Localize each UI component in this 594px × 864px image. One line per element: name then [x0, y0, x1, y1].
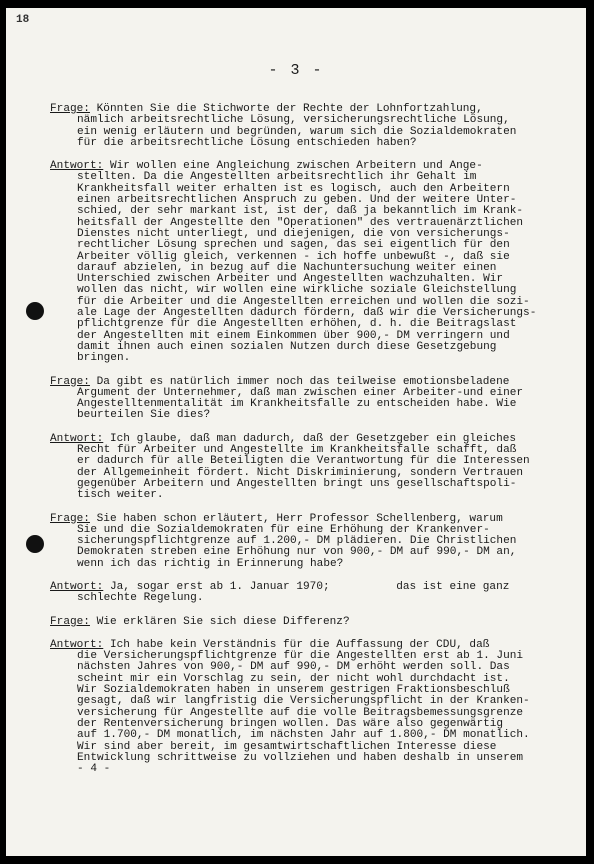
text-line: [50, 764, 578, 775]
answer-block: [50, 640, 578, 776]
speaker-label: Frage:: [50, 103, 90, 115]
line-text: der Allgemeinheit fördert. Nicht Diskriminierung, sondern Vertrauen: [77, 466, 524, 479]
question-block: [50, 514, 578, 570]
speaker-label: Antwort:: [50, 160, 104, 173]
line-text: für die Arbeiter und die Angestellten erreichen und wollen die sozi-: [77, 295, 530, 308]
line-text: pflichtgrenze für die Angestellten erhöhen, d. h. die Beitragslast: [77, 318, 517, 331]
line-text: einen arbeitsrechtlichen Anspruch zu geben. Und der weitere Unter-: [77, 194, 517, 207]
line-text: Ich habe kein Verständnis für die Auffassung der CDU, daß: [109, 638, 490, 651]
line-text: der Angestellten mit einem Einkommen über 900,- DM verringern und: [77, 329, 510, 342]
line-text: die Versicherungspflichtgrenze für die Angestellten erst ab 1. Juni: [77, 650, 524, 663]
text-line: [50, 490, 578, 501]
line-text: Ich glaube, daß man dadurch, daß der Gesetzgeber ein gleiches: [109, 432, 517, 445]
line-text: heitsfall der Angestellte den "Operationen" des vertrauenärztlichen: [77, 216, 524, 229]
speaker-label: Antwort:: [50, 638, 104, 651]
line-text: nächsten Jahres von 900,- DM auf 990,- DM erhöht werden soll. Das: [77, 661, 510, 674]
line-text: gesagt, daß wir langfristig die Versicherungspflicht in der Kranken-: [77, 695, 530, 708]
question-block: [50, 104, 578, 149]
line-text: Dienstes nicht unterliegt, und diejenigen, die von versicherungs-: [77, 227, 510, 240]
line-text: ale Lage der Angestellten dadurch fördern, daß wir die Versicherungs-: [77, 307, 537, 320]
line-text: versicherung für Angestellte auf die volle Beitragsbemessungsgrenze: [77, 706, 524, 719]
speaker-label: Frage:: [50, 512, 90, 525]
line-text: Demokraten streben eine Erhöhung nur von 900,- DM auf 990,- DM an,: [77, 546, 517, 559]
line-text: Entwicklung schrittweise zu vollziehen und haben deshalb in unserem: [77, 751, 524, 764]
line-text: sicherungspflichtgrenze auf 1.200,- DM plädieren. Die Christlichen: [77, 535, 517, 548]
line-text: ein wenig erläutern und begründen, warum sich die Sozialdemokraten: [77, 125, 517, 138]
text-line: [50, 410, 578, 421]
line-text: rechtlicher Lösung sprechen und sagen, das sei eigentlich für den: [77, 239, 510, 252]
line-text: für die arbeitsrechtliche Lösung entschieden haben?: [77, 136, 417, 149]
question-block: [50, 377, 578, 422]
line-text: auf 1.700,- DM monatlich, im nächsten Jahr auf 1.800,- DM monatlich.: [77, 729, 530, 742]
text-line: [50, 353, 578, 364]
line-text: Unterschied zwischen Arbeiter und Angestellten wachzuhalten. Wir: [77, 273, 504, 286]
punch-hole-icon: [26, 535, 44, 553]
answer-block: [50, 161, 578, 364]
line-text: Argument der Unternehmer, daß man zwischen einer Arbeiter-und einer: [77, 386, 524, 399]
text-line: [50, 753, 578, 764]
line-text: Wir sind aber bereit, im gesamtwirtschaftlichen Interesse diese: [77, 740, 497, 753]
line-text: Da gibt es natürlich immer noch das teilweise emotionsbeladene: [96, 375, 510, 388]
line-text: nämlich arbeitsrechtliche Lösung, versicherungsrechtliche Lösung,: [77, 114, 510, 127]
punch-hole-icon: [26, 302, 44, 320]
line-text: Wir Sozialdemokraten haben in unserem gestrigen Fraktionsbeschluß: [77, 684, 510, 697]
interview-transcript: [50, 104, 578, 787]
line-text: scheint mir ein Vorschlag zu sein, der nicht wohl durchdacht ist.: [77, 672, 510, 685]
line-text: stellten. Da die Angestellten arbeitsrechtlich ihr Gehalt im: [77, 171, 477, 184]
line-text: Krankheitsfall weiter erhalten ist es logisch, auch den Arbeitern: [77, 182, 510, 195]
line-text: Könnten Sie die Stichworte der Rechte der Lohnfortzahlung,: [96, 103, 483, 115]
line-text: tisch weiter.: [77, 489, 164, 502]
line-text: Sie und die Sozialdemokraten für eine Erhöhung der Krankenver-: [77, 523, 490, 536]
text-line: [50, 559, 578, 570]
line-text: Wir wollen eine Angleichung zwischen Arbeitern und Ange-: [109, 160, 483, 173]
line-text: schlechte Regelung.: [77, 592, 204, 605]
speaker-label: Antwort:: [50, 580, 104, 593]
line-text: er dadurch für alle Beteiligten die Verantwortung für die Interessen: [77, 455, 530, 468]
line-text: - 4 -: [77, 763, 111, 776]
speaker-label: Frage:: [50, 375, 90, 388]
line-text: Arbeiter völlig gleich, verkennen - ich hoffe unbewußt -, daß sie: [77, 250, 510, 263]
text-line: [50, 593, 578, 604]
line-text: Recht für Arbeiter und Angestellte im Krankheitsfalle schafft, daß: [77, 444, 517, 457]
page-number: - 3 -: [268, 62, 324, 79]
line-text: wenn ich das richtig in Erinnerung habe?: [77, 557, 344, 570]
line-text: darauf abzielen, in bezug auf die Nachuntersuchung weiter einen: [77, 261, 497, 274]
document-page: [6, 8, 586, 856]
text-line: [50, 138, 578, 149]
line-text: Ja, sogar erst ab 1. Januar 1970; das ist eine ganz: [109, 580, 510, 593]
corner-mark: 18: [16, 14, 30, 26]
line-text: Sie haben schon erläutert, Herr Professor Schellenberg, warum: [96, 512, 503, 525]
line-text: der Rentenversicherung bringen wollen. Das wäre also gegenwärtig: [77, 717, 504, 730]
line-text: wollen das nicht, wir wollen eine wirkliche soziale Gleichstellung: [77, 284, 517, 297]
line-text: Wie erklären Sie sich diese Differenz?: [96, 615, 350, 628]
answer-block: [50, 434, 578, 502]
line-text: damit ihnen auch einen sozialen Nutzen durch diese Gesetzgebung: [77, 340, 497, 353]
line-text: schied, der sehr markant ist, ist der, daß ja bekanntlich im Krank-: [77, 205, 524, 218]
line-text: gegenüber Arbeitern und Angestellten bringt uns gesellschaftspoli-: [77, 477, 517, 490]
line-text: bringen.: [77, 352, 131, 365]
answer-block: [50, 582, 578, 605]
line-text: Angestelltenmentalität im Krankheitsfalle zu entscheiden habe. Wie: [77, 398, 517, 411]
question-block: [50, 617, 578, 628]
speaker-label: Antwort:: [50, 432, 104, 445]
text-line: [50, 617, 578, 628]
speaker-label: Frage:: [50, 615, 90, 628]
line-text: beurteilen Sie dies?: [77, 409, 211, 422]
